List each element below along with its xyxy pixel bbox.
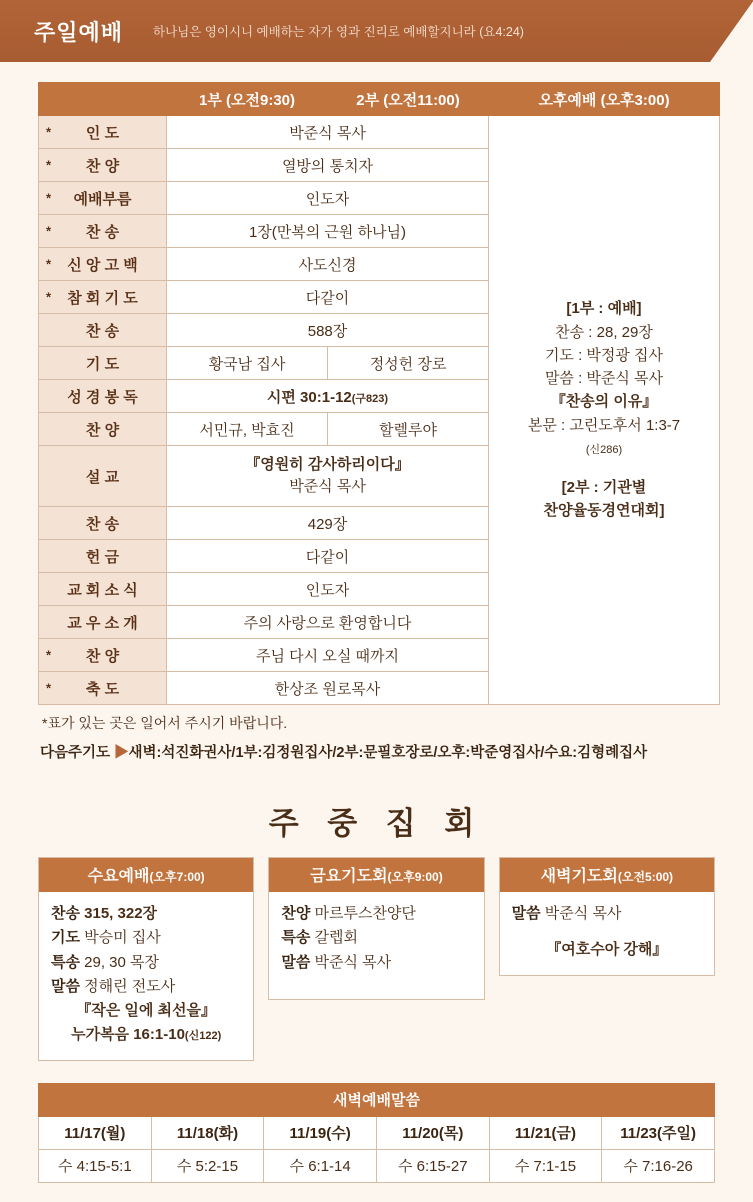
line-key: 말씀: [511, 905, 541, 922]
dawn-text-cell: 수 4:15-5:1: [39, 1149, 152, 1182]
row-label-text: 교 회 소 식: [67, 581, 138, 599]
dawn-date-cell: 11/20(목): [376, 1116, 489, 1149]
row-label-text: 성 경 봉 독: [67, 388, 138, 406]
table-corner-cell: [39, 83, 167, 116]
line-value: 315, 322장: [79, 905, 158, 922]
row-label-text: 찬 송: [85, 515, 120, 533]
row-value-prayer-part2: 정성헌 장로: [328, 347, 489, 380]
card-time: (오후9:00): [387, 870, 443, 884]
card-line: [281, 951, 471, 975]
afternoon-line2: 기도 : 박정광 집사: [544, 346, 664, 364]
star-note: *표가 있는 곳은 일어서 주시기 바랍니다.: [42, 715, 288, 731]
dawn-texts-table: [38, 1083, 715, 1183]
required-star: *: [46, 647, 52, 663]
required-star: *: [46, 157, 52, 173]
row-value-offering: 다같이: [167, 540, 489, 573]
table-row: [39, 116, 720, 149]
row-label-text: 예배부름: [73, 190, 132, 208]
row-label-hymn2: [39, 314, 167, 347]
sermon-title: 『영원히 감사하리이다』: [245, 455, 410, 473]
line-value: 박준식 목사: [540, 905, 622, 922]
row-value-welcome: 주의 사랑으로 환영합니다: [167, 606, 489, 639]
card-line: [512, 902, 702, 926]
row-label-hymn1: [39, 215, 167, 248]
line-key: 찬양: [281, 905, 311, 922]
row-label-chanyang1: [39, 149, 167, 182]
row-label-welcome: [39, 606, 167, 639]
card-header-dawn: [500, 858, 714, 892]
row-label-text: 찬 송: [85, 223, 120, 241]
worship-schedule-section: [0, 62, 753, 762]
required-star: *: [46, 680, 52, 696]
required-star: *: [46, 190, 52, 206]
line-key: 찬송: [51, 905, 80, 922]
row-value-chanyang3: 주님 다시 오실 때까지: [167, 639, 489, 672]
row-label-text: 헌 금: [85, 548, 120, 566]
row-value-call-to-worship: 인도자: [167, 182, 489, 215]
line-value: 갈렙회: [310, 929, 358, 947]
line-key: 말씀: [281, 953, 311, 971]
row-label-sermon: [39, 446, 167, 507]
required-star: *: [46, 256, 52, 272]
row-value-chanyang1: 열방의 통치자: [167, 149, 489, 182]
dawn-date-row: [39, 1116, 715, 1149]
row-value-announcements: 인도자: [167, 573, 489, 606]
row-value-creed: 사도신경: [167, 248, 489, 281]
dawn-text-row: [39, 1149, 715, 1182]
card-header-friday: [269, 858, 483, 892]
scripture-page: (구823): [351, 392, 389, 405]
row-label-indo: [39, 116, 167, 149]
dawn-texts-section: [0, 1061, 753, 1183]
afternoon-text-ref: (신286): [585, 443, 623, 456]
column-header-part2: 2부 (오전11:00): [328, 83, 489, 116]
dawn-date-cell: 11/17(월): [39, 1116, 152, 1149]
arrow-icon: ▶: [114, 745, 129, 761]
column-header-afternoon: 오후예배 (오후3:00): [489, 83, 720, 116]
row-label-scripture: [39, 380, 167, 413]
dawn-date-cell: 11/23(주일): [602, 1116, 715, 1149]
card-header-wednesday: [39, 858, 253, 892]
row-label-text: 찬 양: [85, 421, 120, 439]
card-spacer: [281, 975, 471, 987]
dawn-table-title: 새벽예배말씀: [39, 1083, 715, 1116]
card-time: (오후7:00): [149, 870, 205, 884]
line-value: 정해린 전도사: [79, 977, 176, 995]
card-spacer: [512, 926, 702, 938]
row-label-text: 교 우 소 개: [67, 614, 138, 632]
dawn-title-row: [39, 1083, 715, 1116]
row-label-benediction: [39, 672, 167, 705]
next-week-prayer: [40, 741, 715, 762]
row-value-hymn3: 429장: [167, 507, 489, 540]
row-value-hymn1: 1장(만복의 근원 하나님): [167, 215, 489, 248]
afternoon-part2-title: [2부 : 기관별: [561, 479, 647, 497]
dawn-date-cell: 11/19(수): [264, 1116, 377, 1149]
afternoon-sermon-title: 『찬송의 이유』: [550, 393, 658, 411]
card-wednesday-service: [38, 857, 254, 1061]
row-label-chanyang3: [39, 639, 167, 672]
row-label-announcements: [39, 573, 167, 606]
afternoon-part1-title: [1부 : 예배]: [566, 300, 642, 318]
dawn-text-cell: 수 7:1-15: [489, 1149, 602, 1182]
column-header-part1: 1부 (오전9:30): [167, 83, 328, 116]
row-label-chanyang2: [39, 413, 167, 446]
card-sermon-title: 『작은 일에 최선을』: [76, 1002, 217, 1020]
dawn-text-cell: 수 5:2-15: [151, 1149, 264, 1182]
dawn-date-cell: 11/21(금): [489, 1116, 602, 1149]
row-label-call-to-worship: [39, 182, 167, 215]
required-star: *: [46, 289, 52, 305]
card-sermon-title: 『여호수아 강해』: [546, 941, 668, 959]
worship-schedule-table: [38, 82, 720, 705]
row-label-creed: [39, 248, 167, 281]
line-value: 박승미 집사: [79, 929, 161, 947]
row-label-text: 인 도: [85, 124, 120, 142]
table-header-row: [39, 83, 720, 116]
card-title: 금요기도회: [310, 868, 388, 885]
afternoon-line3: 말씀 : 박준식 목사: [544, 370, 664, 388]
required-star: *: [46, 124, 52, 140]
card-sermon-text: [51, 1023, 241, 1047]
row-label-text: 축 도: [85, 680, 120, 698]
row-label-text: 찬 양: [85, 647, 120, 665]
card-line: [51, 902, 241, 926]
row-value-chanyang2-part1: 서민규, 박효진: [167, 413, 328, 446]
sermon-preacher: 박준식 목사: [289, 478, 366, 495]
card-title: 수요예배: [87, 868, 150, 885]
line-value: 마르투스찬양단: [310, 905, 416, 922]
row-value-benediction: 한상조 원로목사: [167, 672, 489, 705]
afternoon-spacer: [489, 460, 719, 476]
line-key: 특송: [281, 929, 311, 947]
row-label-text: 설 교: [85, 468, 120, 486]
card-sermon-page: (신122): [184, 1030, 222, 1043]
row-label-text: 참 회 기 도: [67, 289, 138, 307]
row-label-offering: [39, 540, 167, 573]
row-value-prayer-part1: 황국남 집사: [167, 347, 328, 380]
page-title: 주일예배: [34, 19, 124, 45]
weekly-meetings-title: 주 중 집 회: [268, 806, 485, 841]
card-body-dawn: [500, 892, 714, 975]
dawn-text-cell: 수 6:1-14: [264, 1149, 377, 1182]
scripture-reference: 시편 30:1-12: [266, 388, 352, 406]
card-line: [51, 926, 241, 950]
next-week-value: 새벽:석진화권사/1부:김정원집사/2부:문필호장로/오후:박준영집사/수요:김형례집사: [128, 745, 648, 761]
line-key: 기도: [51, 929, 80, 947]
dawn-text-cell: 수 6:15-27: [376, 1149, 489, 1182]
row-value-indo: 박준식 목사: [167, 116, 489, 149]
row-value-scripture: [167, 380, 489, 413]
row-label-hymn3: [39, 507, 167, 540]
required-star: *: [46, 223, 52, 239]
afternoon-part2-title2: 찬양율동경연대회]: [543, 502, 665, 520]
afternoon-service-cell: [489, 116, 720, 705]
row-label-prayer: [39, 347, 167, 380]
card-line: [281, 926, 471, 950]
line-key: 특송: [51, 953, 80, 971]
row-value-sermon: [167, 446, 489, 507]
row-label-text: 찬 양: [85, 157, 120, 175]
card-time: (오전5:00): [617, 870, 674, 884]
card-line: [51, 951, 241, 975]
weekly-meeting-cards: [0, 843, 753, 1061]
row-value-chanyang2-part2: 할렐루야: [328, 413, 489, 446]
card-body-friday: [269, 892, 483, 999]
afternoon-line1: 찬송 : 28, 29장: [555, 323, 653, 341]
card-friday-prayer: [268, 857, 484, 1000]
row-value-hymn2: 588장: [167, 314, 489, 347]
row-value-confession: 다같이: [167, 281, 489, 314]
dawn-text-cell: 수 7:16-26: [602, 1149, 715, 1182]
line-value: 29, 30 목장: [79, 953, 160, 971]
card-sermon-ref: 누가복음 16:1-10: [71, 1026, 185, 1044]
card-line: [281, 902, 471, 926]
dawn-date-cell: 11/18(화): [151, 1116, 264, 1149]
card-line: [51, 975, 241, 999]
afternoon-text: 본문 : 고린도후서 1:3-7: [527, 416, 681, 434]
card-title: 새벽기도회: [540, 868, 618, 885]
line-key: 말씀: [51, 977, 80, 995]
card-dawn-prayer: [499, 857, 715, 976]
header-verse: 하나님은 영이시니 예배하는 자가 영과 진리로 예배할지니라 (요4:24): [153, 25, 524, 39]
row-label-text: 신 앙 고 백: [67, 256, 138, 274]
next-week-label: 다음주기도: [40, 745, 111, 761]
line-value: 박준식 목사: [310, 953, 392, 971]
card-body-wednesday: [39, 892, 253, 1060]
row-label-text: 찬 송: [85, 322, 120, 340]
page-header: [0, 0, 753, 62]
row-label-confession: [39, 281, 167, 314]
row-label-text: 기 도: [85, 355, 120, 373]
